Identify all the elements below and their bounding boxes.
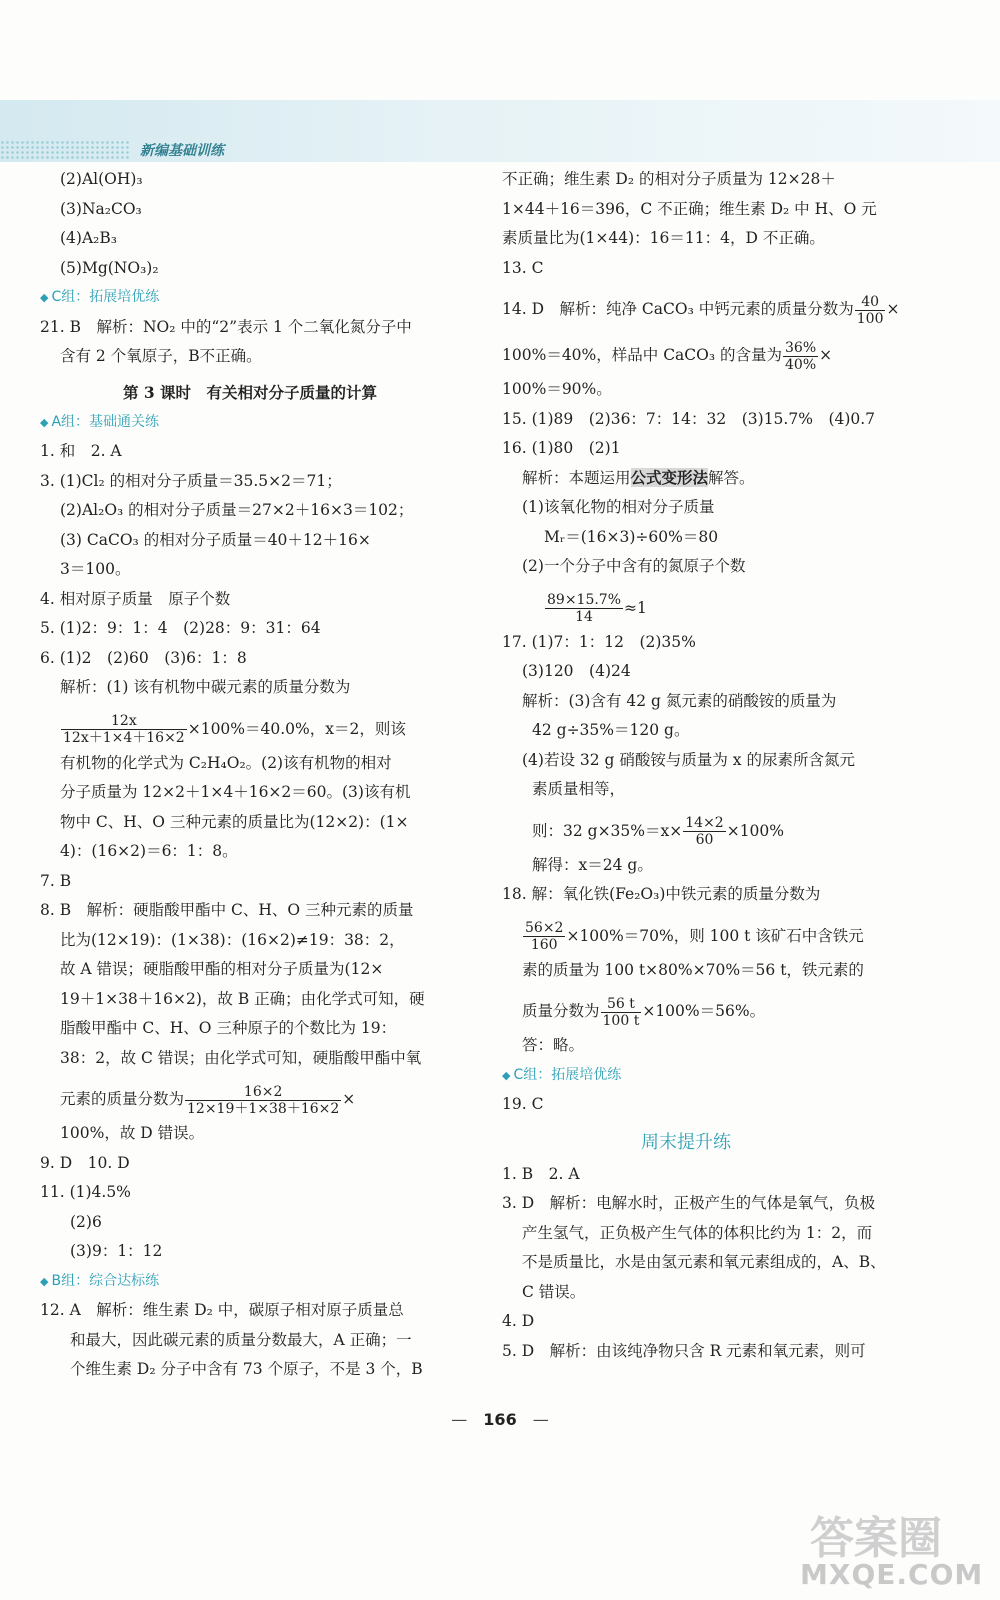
formula-text: ≈1 (624, 598, 647, 617)
formula-text: 元素的质量分数为 (60, 1090, 185, 1108)
numerator: 16×2 (185, 1084, 341, 1101)
answer-line: 含有 2 个氧原子，B不正确。 (60, 347, 262, 365)
page-dash: — (516, 1410, 549, 1429)
diamond-icon: ◆ (40, 291, 49, 304)
answer-line: 3. D 解析：电解水时，正极产生的气体是氧气，负极 (502, 1194, 876, 1212)
analysis-text: 解答。 (708, 468, 755, 487)
page-number-value: 166 (483, 1410, 517, 1429)
answer-line: 15. (1)89 (2)36：7：14：32 (3)15.7% (4)0.7 (502, 409, 876, 428)
highlighted-method: 公式变形法 (630, 467, 709, 487)
formula-line (502, 585, 870, 631)
answer-line: (5)Mg(NO₃)₂ (60, 258, 159, 277)
formula-text: × (342, 1090, 356, 1108)
analysis-line: (2)一个分子中含有的氮原子个数 (522, 557, 746, 575)
watermark-logo (790, 1500, 990, 1600)
numerator: 56 t (601, 996, 642, 1013)
page-dash: — (451, 1410, 484, 1429)
answer-line: 6. (1)2 (2)60 (3)6：1：8 (40, 648, 247, 667)
denominator: 100 (856, 310, 884, 327)
numerator: 89×15.7% (547, 592, 622, 608)
formula-text: 14. D 解析：纯净 CaCO₃ 中钙元素的质量分数为 (502, 300, 854, 318)
formula-text: ×100%＝70%，则 100 t 该矿石中含铁元 (566, 926, 864, 945)
answer-line: 11. (1)4.5% (40, 1183, 131, 1201)
answer-line: 18. 解：氧化铁(Fe₂O₃)中铁元素的质量分数为 (502, 885, 821, 903)
formula-text: ×100%＝40.0%，x＝2，则该 (187, 719, 406, 738)
diamond-icon: ◆ (502, 1068, 511, 1082)
analysis-line: 分子质量为 12×2＋1×4＋16×2＝60。(3)该有机 (60, 783, 411, 801)
formula-line (502, 988, 870, 1034)
answer-line: (3) CaCO₃ 的相对分子质量＝40＋12＋16× (60, 530, 371, 549)
formula-line (40, 706, 460, 752)
analysis-line: 不是质量比，水是由氢元素和氧元素组成的，A、B、 (522, 1253, 886, 1271)
denominator: 40% (785, 356, 817, 373)
group-heading-label: A组：基础通关练 (51, 413, 160, 430)
answer-line: 5. (1)2：9：1：4 (2)28：9：31：64 (40, 619, 321, 637)
answer-line: (3)120 (4)24 (522, 662, 631, 680)
analysis-line: 物中 C、H、O 三种元素的质量比为(12×2)：(1× (60, 812, 409, 831)
answer-line: 12. A 解析：维生素 D₂ 中，碳原子相对原子质量总 (40, 1301, 404, 1319)
analysis-line: 个维生素 D₂ 分子中含有 73 个原子，不是 3 个，B (70, 1360, 423, 1378)
analysis-line: Mᵣ＝(16×3)÷60%＝80 (544, 527, 719, 546)
group-heading-c (502, 1064, 870, 1094)
formula-text: ×100% (726, 821, 785, 840)
numerator: 40 (855, 294, 886, 311)
analysis-line: 有机物的化学式为 C₂H₄O₂。(2)该有机物的相对 (60, 753, 392, 772)
answer-line: 3＝100。 (60, 560, 131, 578)
group-heading-label: C组：拓展培优练 (51, 289, 160, 305)
formula-line (502, 286, 900, 332)
analysis-line: 19＋1×38＋16×2)，故 B 正确；由化学式可知，硬 (60, 989, 425, 1008)
numerator: 56×2 (525, 920, 564, 936)
numerator: 36% (785, 339, 817, 356)
answer-line: 4. 相对原子质量 原子个数 (40, 589, 231, 608)
numerator: 12x (61, 713, 187, 730)
analysis-line: 4)：(16×2)＝6：1：8。 (60, 842, 238, 860)
analysis-line: 素质量比为(1×44)：16＝11：4，D 不正确。 (502, 229, 825, 247)
analysis-line: 和最大，因此碳元素的质量分数最大，A 正确；一 (70, 1330, 412, 1349)
formula-text: 100%＝40%，样品中 CaCO₃ 的含量为 (502, 346, 782, 364)
answer-line: 8. B 解析：硬脂酸甲酯中 C、H、O 三种元素的质量 (40, 901, 414, 919)
right-column (502, 168, 900, 1369)
formula-line (502, 913, 870, 959)
group-heading-c (40, 286, 460, 316)
analysis-line: 不正确；维生素 D₂ 的相对分子质量为 12×28＋ (502, 170, 836, 188)
analysis-line: 比为(12×19)：(1×38)：(16×2)≠19：38：2， (60, 930, 405, 949)
diamond-icon: ◆ (40, 1274, 49, 1288)
formula-text: 则：32 g×35%＝x× (532, 821, 683, 840)
fraction (683, 815, 725, 848)
answer-line: 19. C (502, 1095, 544, 1113)
answer-line: (2)Al(OH)₃ (60, 170, 143, 188)
analysis-line: 1×44＋16＝396，C 不正确；维生素 D₂ 中 H、O 元 (502, 199, 877, 218)
analysis-line: 100%，故 D 错误。 (60, 1124, 205, 1142)
formula-line (40, 1076, 460, 1122)
watermark-cn: 答案圈 (810, 1513, 942, 1564)
answer-conclusion: 答：略。 (522, 1036, 585, 1054)
analysis-line: 38：2，故 C 错误；由化学式可知，硬脂酸甲酯中氧 (60, 1048, 422, 1067)
answer-line: 13. C (502, 258, 544, 277)
page-number (0, 1407, 1000, 1430)
fraction (545, 592, 623, 625)
formula-line (502, 808, 870, 854)
fraction (783, 340, 818, 373)
answer-line: 16. (1)80 (2)1 (502, 439, 621, 457)
formula-line (502, 332, 870, 378)
group-heading-a (40, 411, 460, 441)
diamond-icon: ◆ (40, 415, 49, 429)
analysis-line: 解析：(3)含有 42 g 氮元素的硝酸铵的质量为 (522, 691, 837, 710)
left-column (40, 168, 460, 1388)
answer-line: (2)Al₂O₃ 的相对分子质量＝27×2＋16×3＝102； (60, 501, 414, 519)
numerator: 14×2 (685, 815, 724, 831)
denominator: 12x＋1×4＋16×2 (63, 730, 185, 746)
fraction (855, 294, 886, 327)
denominator: 160 (530, 937, 558, 953)
analysis-text: 解析：本题运用 (522, 468, 631, 487)
watermark-url: MXQE.COM (800, 1558, 984, 1591)
analysis-line: 产生氢气，正负极产生气体的体积比约为 1：2，而 (522, 1223, 873, 1242)
group-heading-label: C组：拓展培优练 (513, 1066, 622, 1083)
formula-text: × (886, 300, 900, 318)
analysis-line: 42 g÷35%＝120 g。 (532, 721, 690, 739)
analysis-line: 素质量相等， (532, 780, 626, 798)
formula-text: ×100%＝56%。 (642, 1002, 766, 1020)
analysis-line: 故 A 错误；硬脂酸甲酯的相对分子质量为(12× (60, 960, 384, 978)
denominator: 60 (695, 832, 714, 848)
fraction (601, 996, 642, 1029)
fraction (523, 920, 565, 953)
lesson-title: 第 3 课时 有关相对分子质量的计算 (122, 382, 378, 402)
answer-line: 9. D 10. D (40, 1153, 130, 1172)
analysis-line: 素的质量为 100 t×80%×70%＝56 t，铁元素的 (522, 960, 864, 979)
answer-line: 21. B 解析：NO₂ 中的“2”表示 1 个二氧化氮分子中 (40, 317, 412, 336)
formula-text: × (819, 346, 833, 364)
answer-line: 17. (1)7：1：12 (2)35% (502, 632, 696, 651)
denominator: 12×19＋1×38＋16×2 (187, 1100, 340, 1117)
analysis-line: 脂酸甲酯中 C、H、O 三种原子的个数比为 19： (60, 1019, 397, 1037)
answer-line: 1. 和 2. A (40, 442, 122, 460)
fraction (185, 1084, 341, 1117)
analysis-line: 解析：(1) 该有机物中碳元素的质量分数为 (60, 678, 351, 696)
denominator: 100 t (602, 1012, 640, 1029)
header-dot-pattern (0, 140, 130, 160)
answer-line: 3. (1)Cl₂ 的相对分子质量＝35.5×2＝71； (40, 471, 342, 490)
answer-line: (3)9：1：12 (70, 1242, 163, 1260)
analysis-line: (1)该氧化物的相对分子质量 (522, 498, 715, 516)
group-heading-label: B组：综合达标练 (51, 1272, 160, 1289)
formula-text: 质量分数为 (522, 1002, 600, 1020)
analysis-line: 解得：x＝24 g。 (532, 855, 653, 874)
answer-line: (2)6 (70, 1212, 102, 1231)
analysis-line: (4)若设 32 g 硝酸铵与质量为 x 的尿素所含氮元 (522, 750, 855, 769)
answer-line: 1. B 2. A (502, 1164, 580, 1183)
fraction (61, 713, 187, 746)
answer-line: 4. D (502, 1312, 535, 1330)
answer-line: (4)A₂B₃ (60, 229, 117, 247)
weekend-section-title: 周末提升练 (641, 1131, 731, 1153)
group-heading-b (40, 1270, 460, 1300)
answer-line: 7. B (40, 871, 72, 890)
answer-line: 5. D 解析：由该纯净物只含 R 元素和氧元素，则可 (502, 1341, 866, 1360)
analysis-line: C 错误。 (522, 1282, 586, 1301)
book-title: 新编基础训练 (140, 143, 224, 159)
analysis-line (502, 467, 870, 497)
denominator: 14 (575, 609, 593, 625)
analysis-line: 100%＝90%。 (502, 380, 612, 398)
answer-line: (3)Na₂CO₃ (60, 199, 142, 218)
